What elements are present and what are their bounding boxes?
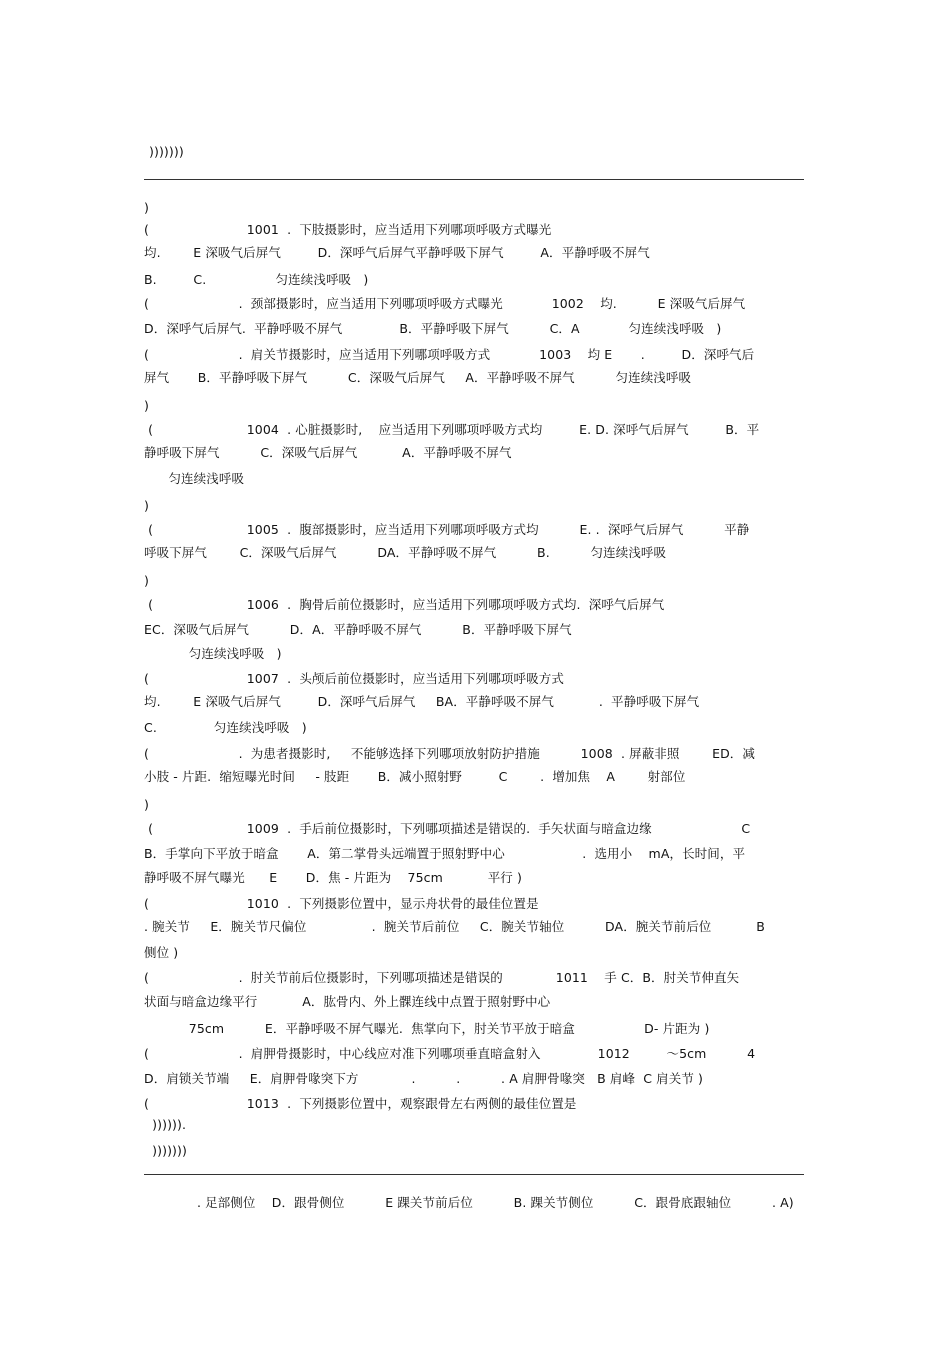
document-line: ( 1006 . 胸骨后前位摄影时，应当适用下列哪项呼吸方式均. 深呼气后屏气: [144, 597, 665, 612]
document-line: C. 匀连续浅呼吸 ): [144, 720, 307, 735]
document-line: ( 1007 . 头颅后前位摄影时，应当适用下列哪项呼吸方式: [144, 671, 564, 686]
document-line: . 腕关节 E．腕关节尺偏位 . 腕关节后前位 C．腕关节轴位 DA．腕关节前后位 B: [144, 919, 765, 934]
document-line: ( . 颈部摄影时，应当适用下列哪项呼吸方式曝光 1002 均. E 深吸气后屏气: [144, 296, 746, 311]
document-line: ): [144, 498, 149, 513]
document-line: )))))).: [144, 1117, 187, 1132]
document-line: D．深呼气后屏气. 平静呼吸不屏气 B．平静呼吸下屏气 C．A 匀连续浅呼吸 ): [144, 321, 722, 336]
document-line: ( 1005 . 腹部摄影时，应当适用下列哪项呼吸方式均 E. . 深呼气后屏气 平静: [144, 522, 750, 537]
document-line: 匀连续浅呼吸: [144, 471, 245, 486]
document-line: ( 1013 . 下列摄影位置中，观察跟骨左右两侧的最佳位置是: [144, 1096, 577, 1111]
document-line: D．肩锁关节端 E．肩胛骨喙突下方 . . . A 肩胛骨喙突 B 肩峰 C 肩关节 ): [144, 1071, 703, 1086]
document-line: 均. E 深吸气后屏气 D．深呼气后屏气 BA．平静呼吸不屏气 . 平静呼吸下屏气: [144, 694, 700, 709]
document-line: ( . 为患者摄影时, 不能够选择下列哪项放射防护措施 1008 . 屏蔽非照 ED．减: [144, 746, 756, 761]
document-line: 小肢 - 片距. 缩短曝光时间 - 肢距 B．减小照射野 C . 增加焦 A 射部位: [144, 769, 686, 784]
document-line: 屏气 B．平静呼吸下屏气 C．深吸气后屏气 A．平静呼吸不屏气 匀连续浅呼吸: [144, 370, 692, 385]
document-line: 静呼吸不屏气曝光 E D．焦 - 片距为 75cm 平行 ): [144, 870, 522, 885]
document-line: ( 1010 . 下列摄影位置中，显示舟状骨的最佳位置是: [144, 896, 539, 911]
document-line: ): [144, 573, 149, 588]
document-line: 75cm E．平静呼吸不屏气曝光. 焦掌向下，肘关节平放于暗盒 D- 片距为 ): [144, 1021, 710, 1036]
document-line: 匀连续浅呼吸 ): [144, 646, 282, 661]
document-line: 状面与暗盒边缘平行 A．肱骨内、外上髁连线中点置于照射野中心: [144, 994, 551, 1009]
document-line: 静呼吸下屏气 C．深吸气后屏气 A．平静呼吸不屏气: [144, 445, 512, 460]
top-divider: [144, 179, 804, 180]
document-line: ( 1001 . 下肢摄影时，应当适用下列哪项呼吸方式曝光: [144, 222, 552, 237]
document-line: ))))))): [144, 1143, 187, 1158]
document-line: 均. E 深吸气后屏气 D．深呼气后屏气平静呼吸下屏气 A．平静呼吸不屏气: [144, 245, 650, 260]
footer-answer-line: . 足部侧位 D．跟骨侧位 E 踝关节前后位 B. 踝关节侧位 C．跟骨底跟轴位 . A): [144, 1195, 794, 1210]
document-line: 呼吸下屏气 C．深吸气后屏气 DA．平静呼吸不屏气 B. 匀连续浅呼吸: [144, 545, 667, 560]
document-line: 侧位 ): [144, 945, 179, 960]
document-line: ( . 肩关节摄影时，应当适用下列哪项呼吸方式 1003 均 E . D．深呼气后: [144, 347, 755, 362]
document-line: ): [144, 398, 149, 413]
document-line: ( 1009 . 手后前位摄影时，下列哪项描述是错误的. 手矢状面与暗盒边缘 C: [144, 821, 751, 836]
document-line: EC．深吸气后屏气 D．A．平静呼吸不屏气 B．平静呼吸下屏气: [144, 622, 572, 637]
bottom-divider: [144, 1174, 804, 1175]
document-line: B．手掌向下平放于暗盒 A．第二掌骨头远端置于照射野中心 . 选用小 mA，长时间，平: [144, 846, 746, 861]
document-line: B. C. 匀连续浅呼吸 ): [144, 272, 369, 287]
document-line: ( . 肩胛骨摄影时，中心线应对准下列哪项垂直暗盒射入 1012 ～5cm 4: [144, 1046, 756, 1061]
document-line: ): [144, 200, 149, 215]
document-line: ( . 肘关节前后位摄影时，下列哪项描述是错误的 1011 手 C．B．肘关节伸直矢: [144, 970, 740, 985]
document-line: ( 1004 . 心脏摄影时, 应当适用下列哪项呼吸方式均 E. D. 深呼气后屏气 B．平: [144, 422, 760, 437]
header-marks: ))))))): [149, 144, 184, 159]
document-line: ): [144, 797, 149, 812]
